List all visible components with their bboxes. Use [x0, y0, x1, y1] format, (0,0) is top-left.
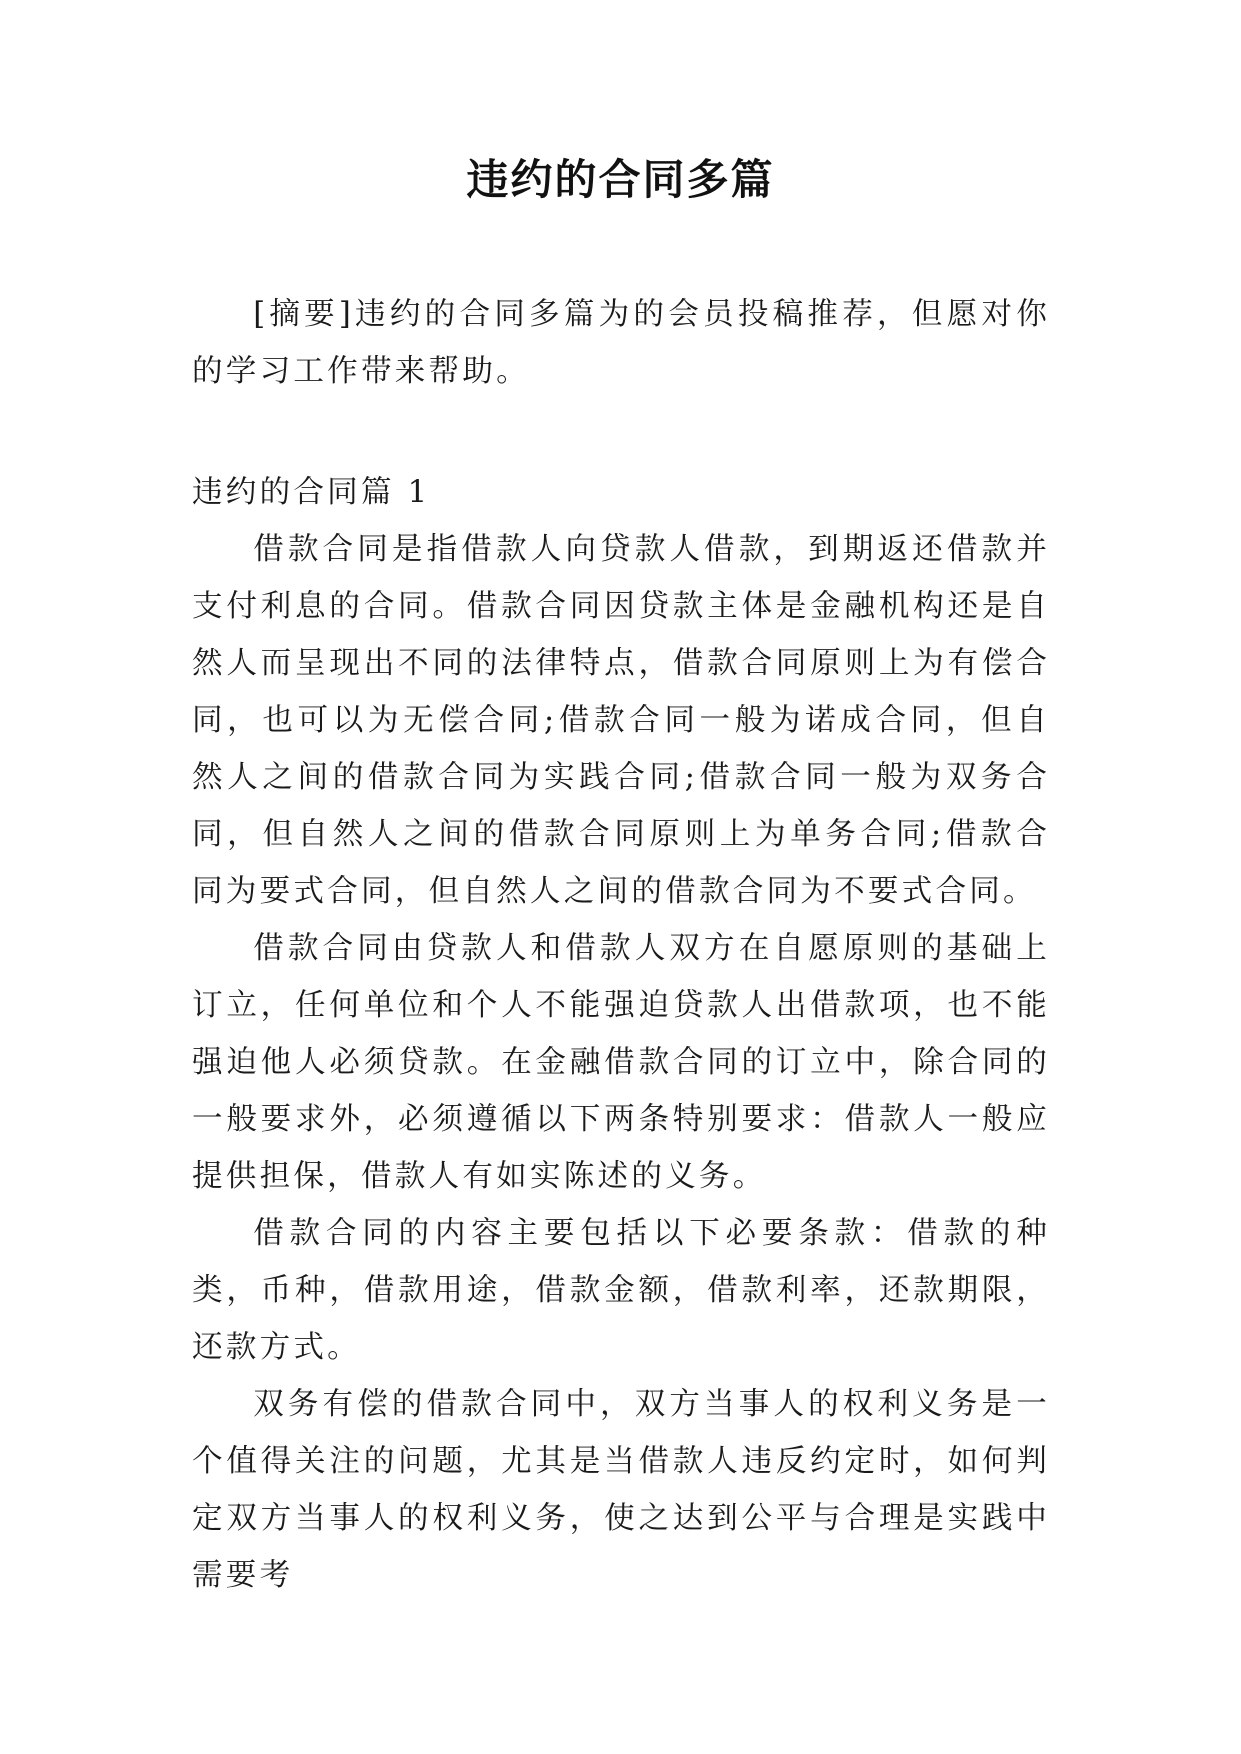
- section-heading: 违约的合同篇 1: [192, 475, 431, 510]
- body-paragraph-2: 借款合同由贷款人和借款人双方在自愿原则的基础上订立，任何单位和个人不能强迫贷款人出借款项，也不能强迫他人必须贷款。在金融借款合同的订立中，除合同的一般要求外，必须遵循以下两条特别要求：借款人一般应提供担保，借款人有如实陈述的义务。: [192, 931, 1050, 1194]
- section-1: [192, 464, 1050, 1604]
- document-title: 违约的合同多篇: [466, 155, 775, 204]
- body-paragraph-3: 借款合同的内容主要包括以下必要条款：借款的种类，币种，借款用途，借款金额，借款利率，还款期限，还款方式。: [192, 1216, 1050, 1365]
- body-paragraph-1: 借款合同是指借款人向贷款人借款，到期返还借款并支付利息的合同。借款合同因贷款主体是金融机构还是自然人而呈现出不同的法律特点，借款合同原则上为有偿合同，也可以为无偿合同;借款合同一般为诺成合同，但自然人之间的借款合同为实践合同;借款合同一般为双务合同，但自然人之间的借款合同原则上为单务合同;借款合同为要式合同，但自然人之间的借款合同为不要式合同。: [192, 532, 1050, 909]
- body-paragraph-4: 双务有偿的借款合同中，双方当事人的权利义务是一个值得关注的问题，尤其是当借款人违反约定时，如何判定双方当事人的权利义务，使之达到公平与合理是实践中需要考: [192, 1387, 1050, 1593]
- abstract-paragraph: [摘要]违约的合同多篇为的会员投稿推荐，但愿对你的学习工作带来帮助。: [192, 297, 1050, 389]
- abstract-block: [192, 286, 1050, 400]
